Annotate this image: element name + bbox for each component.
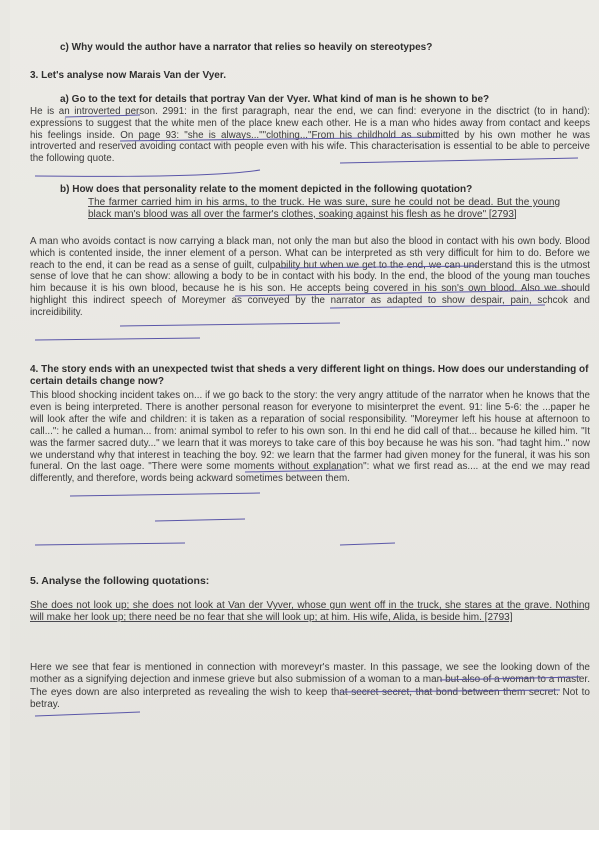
- worksheet-page: [10, 0, 599, 830]
- quote-5: She does not look up; she does not look at Van der Vyver, whose gun went off in the truck, she stares at the grave. Nothing will make her look up; there need be no fear that she will look up; at him. His wife, Alida, is beside him. [2793]: [30, 600, 590, 624]
- question-3c: c) Why would the author have a narrator that relies so heavily on stereotypes?: [60, 42, 433, 53]
- question-4: 4. The story ends with an unexpected twist that sheds a very different light on things. How does our understanding of certain details change now?: [30, 364, 589, 388]
- quote-3b: The farmer carried him in his arms, to the truck. He was sure, sure he could not be dead. But the young black man's blood was all over the farmer's clothes, soaking against his flesh as he drove" [2793]: [88, 197, 560, 220]
- question-3-heading: 3. Let's analyse now Marais Van der Vyer.: [30, 70, 226, 81]
- question-3a: a) Go to the text for details that portray Van der Vyer. What kind of man is he shown to be?: [60, 94, 490, 105]
- answer-4: This blood shocking incident takes on... if we go back to the story: the very angry attitude of the narrator when he knows that the even is being interpreted. There is another personal reason for everyone to misinterpret the event. 91: line 5-6: the ...paper he will look after the wife and children: it is taken as a reparation of social responsibility. "Moreymer left his house at afternoon to call...": he called a human... from: animal symbol to refer to his own son. In thi end he did call of that... because he killed him. "It was the farmer sacred duty..." we learn that it was moreys to take care of this boy because he was his son. "had taght him.." now we understand why that interest in teaching the boy. 92: we learn that the farmer had given money for the funeral, it was his son funeral. On the last oage. "There were some moments without explanation": what we first read as.... at the end we may read differently, and therefore, words being ackward sometimes between them.: [30, 390, 590, 485]
- answer-5: Here we see that fear is mentioned in connection with moreveyr's master. In this passage, we see the looking down of the mother as a signifying dejection and inmese grieve but also submission of a woman to a man but also of a woman to a master. The eyes down are also interpreted as revealing the wish to keep that secret secret, that bond between them secret. Not to betray.: [30, 662, 590, 711]
- page-margin: [0, 830, 599, 848]
- question-3b: b) How does that personality relate to the moment depicted in the following quotation?: [60, 184, 473, 195]
- answer-3b: A man who avoids contact is now carrying a black man, not only the man but also the blood in contact with his own body. Blood which is contented inside, the inner element of a person. What can be interpreted as sth very difficult for him to do. Before we reach to the end, it can be read as a sense of guilt, culpability but when we get to the end, we can understand this is the utmost sense of love that he can show: allowing a body to be in contact with his body. In the end, the blood of the young man touches him because it is his own blood, because he is his son. He accepts being covered in his son's own blood. Also we should highlight this indirect speech of Moreymer as conveyed by the narrator as adapted to show despair, pain, schcok and increidibility.: [30, 236, 590, 318]
- answer-3a: He is an introverted person. 2991: in the first paragraph, near the end, we can find: everyone in the disctrict (to in hand): expressions to suggest that the white men of the place knew each other. He is a man who hides away from contact and keeps his feelings inside. On page 93: "she is always...""clothing..."From his childhold as submitted by his own mother he was introverted and reserved avoiding contact with people even with his wife. This characterisation is essential to be able to perceive the following quote.: [30, 106, 590, 165]
- question-5-heading: 5. Analyse the following quotations:: [30, 575, 210, 587]
